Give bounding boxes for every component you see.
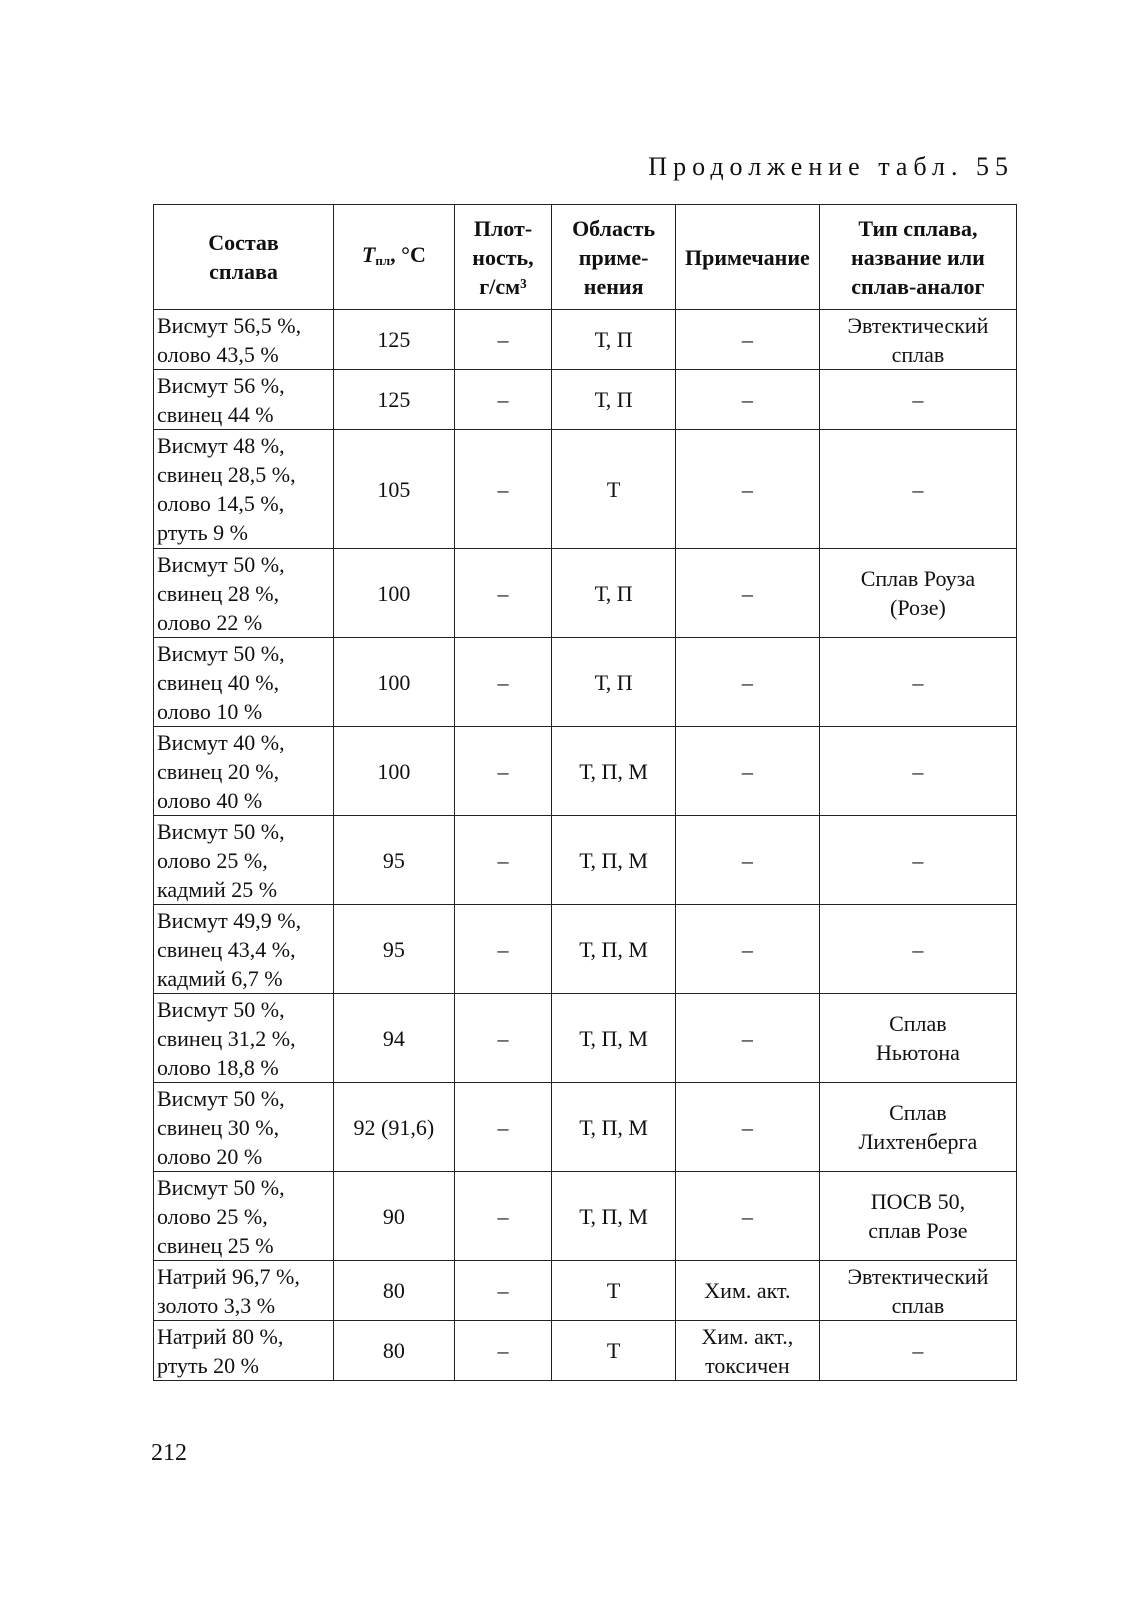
cell-composition: Висмут 50 %, олово 25 %, кадмий 25 % — [154, 816, 334, 905]
cell-application: Т, П, М — [552, 1083, 676, 1172]
header-composition: Состав сплава — [154, 205, 334, 310]
cell-density: – — [454, 549, 552, 638]
cell-alloy-type: – — [819, 430, 1016, 549]
cell-application: Т, П — [552, 549, 676, 638]
cell-note: – — [675, 549, 819, 638]
header-melting-point: Tпл, °C — [334, 205, 455, 310]
cell-note: – — [675, 638, 819, 727]
cell-density: – — [454, 1261, 552, 1321]
cell-melting-point: 125 — [334, 370, 455, 430]
cell-composition: Висмут 50 %, олово 25 %, свинец 25 % — [154, 1172, 334, 1261]
table-row — [154, 1083, 1017, 1172]
cell-note: Хим. акт. — [675, 1261, 819, 1321]
cell-density: – — [454, 1083, 552, 1172]
cell-composition: Висмут 50 %, свинец 30 %, олово 20 % — [154, 1083, 334, 1172]
cell-alloy-type: Сплав Лихтенберга — [819, 1083, 1016, 1172]
header-note: Примечание — [675, 205, 819, 310]
cell-alloy-type: Эвтектический сплав — [819, 1261, 1016, 1321]
cell-alloy-type: – — [819, 1321, 1016, 1381]
cell-alloy-type: Сплав Ньютона — [819, 994, 1016, 1083]
cell-alloy-type: – — [819, 638, 1016, 727]
cell-composition: Висмут 56 %, свинец 44 % — [154, 370, 334, 430]
header-application: Область приме- нения — [552, 205, 676, 310]
cell-composition: Висмут 50 %, свинец 31,2 %, олово 18,8 % — [154, 994, 334, 1083]
cell-density: – — [454, 638, 552, 727]
cell-note: – — [675, 430, 819, 549]
cell-composition: Натрий 80 %, ртуть 20 % — [154, 1321, 334, 1381]
header-alloy-type: Тип сплава, название или сплав-аналог — [819, 205, 1016, 310]
cell-composition: Натрий 96,7 %, золото 3,3 % — [154, 1261, 334, 1321]
cell-note: – — [675, 905, 819, 994]
cell-application: Т, П — [552, 310, 676, 370]
cell-melting-point: 100 — [334, 727, 455, 816]
cell-density: – — [454, 1172, 552, 1261]
cell-composition: Висмут 50 %, свинец 28 %, олово 22 % — [154, 549, 334, 638]
cell-application: Т, П — [552, 638, 676, 727]
cell-alloy-type: – — [819, 816, 1016, 905]
header-density: Плот- ность, г/см³ — [454, 205, 552, 310]
cell-application: Т — [552, 430, 676, 549]
cell-note: Хим. акт., токсичен — [675, 1321, 819, 1381]
cell-melting-point: 100 — [334, 549, 455, 638]
page-number: 212 — [151, 1440, 187, 1466]
table-body — [154, 310, 1017, 1381]
cell-density: – — [454, 430, 552, 549]
cell-melting-point: 125 — [334, 310, 455, 370]
alloy-table — [153, 204, 1017, 1381]
cell-composition: Висмут 56,5 %, олово 43,5 % — [154, 310, 334, 370]
cell-alloy-type: Сплав Роуза (Розе) — [819, 549, 1016, 638]
cell-application: Т, П, М — [552, 994, 676, 1083]
cell-density: – — [454, 727, 552, 816]
cell-application: Т, П, М — [552, 1172, 676, 1261]
cell-note: – — [675, 310, 819, 370]
cell-density: – — [454, 310, 552, 370]
table-row — [154, 1172, 1017, 1261]
cell-composition: Висмут 40 %, свинец 20 %, олово 40 % — [154, 727, 334, 816]
table-row — [154, 905, 1017, 994]
cell-composition: Висмут 50 %, свинец 40 %, олово 10 % — [154, 638, 334, 727]
cell-composition: Висмут 49,9 %, свинец 43,4 %, кадмий 6,7 % — [154, 905, 334, 994]
cell-application: Т, П, М — [552, 905, 676, 994]
table-row — [154, 638, 1017, 727]
cell-note: – — [675, 727, 819, 816]
cell-melting-point: 95 — [334, 816, 455, 905]
table-caption: Продолжение табл. 55 — [648, 152, 1014, 181]
cell-melting-point: 90 — [334, 1172, 455, 1261]
table-row — [154, 727, 1017, 816]
cell-note: – — [675, 1172, 819, 1261]
cell-alloy-type: – — [819, 905, 1016, 994]
table-row — [154, 370, 1017, 430]
cell-density: – — [454, 816, 552, 905]
cell-alloy-type: – — [819, 370, 1016, 430]
cell-density: – — [454, 1321, 552, 1381]
cell-density: – — [454, 370, 552, 430]
cell-alloy-type: ПОСВ 50, сплав Розе — [819, 1172, 1016, 1261]
cell-melting-point: 94 — [334, 994, 455, 1083]
cell-melting-point: 100 — [334, 638, 455, 727]
cell-note: – — [675, 994, 819, 1083]
cell-application: Т, П, М — [552, 727, 676, 816]
cell-composition: Висмут 48 %, свинец 28,5 %, олово 14,5 %, ртуть 9 % — [154, 430, 334, 549]
table-row — [154, 430, 1017, 549]
table-row — [154, 816, 1017, 905]
cell-application: Т, П — [552, 370, 676, 430]
table-row — [154, 1321, 1017, 1381]
cell-melting-point: 95 — [334, 905, 455, 994]
cell-note: – — [675, 370, 819, 430]
cell-application: Т — [552, 1261, 676, 1321]
table-row — [154, 310, 1017, 370]
table-row — [154, 1261, 1017, 1321]
cell-melting-point: 80 — [334, 1321, 455, 1381]
cell-alloy-type: Эвтектический сплав — [819, 310, 1016, 370]
cell-melting-point: 92 (91,6) — [334, 1083, 455, 1172]
table-row — [154, 549, 1017, 638]
cell-note: – — [675, 816, 819, 905]
cell-density: – — [454, 994, 552, 1083]
table-row — [154, 994, 1017, 1083]
cell-density: – — [454, 905, 552, 994]
cell-application: Т, П, М — [552, 816, 676, 905]
cell-application: Т — [552, 1321, 676, 1381]
cell-melting-point: 105 — [334, 430, 455, 549]
cell-alloy-type: – — [819, 727, 1016, 816]
table-header-row — [154, 205, 1017, 310]
cell-note: – — [675, 1083, 819, 1172]
cell-melting-point: 80 — [334, 1261, 455, 1321]
